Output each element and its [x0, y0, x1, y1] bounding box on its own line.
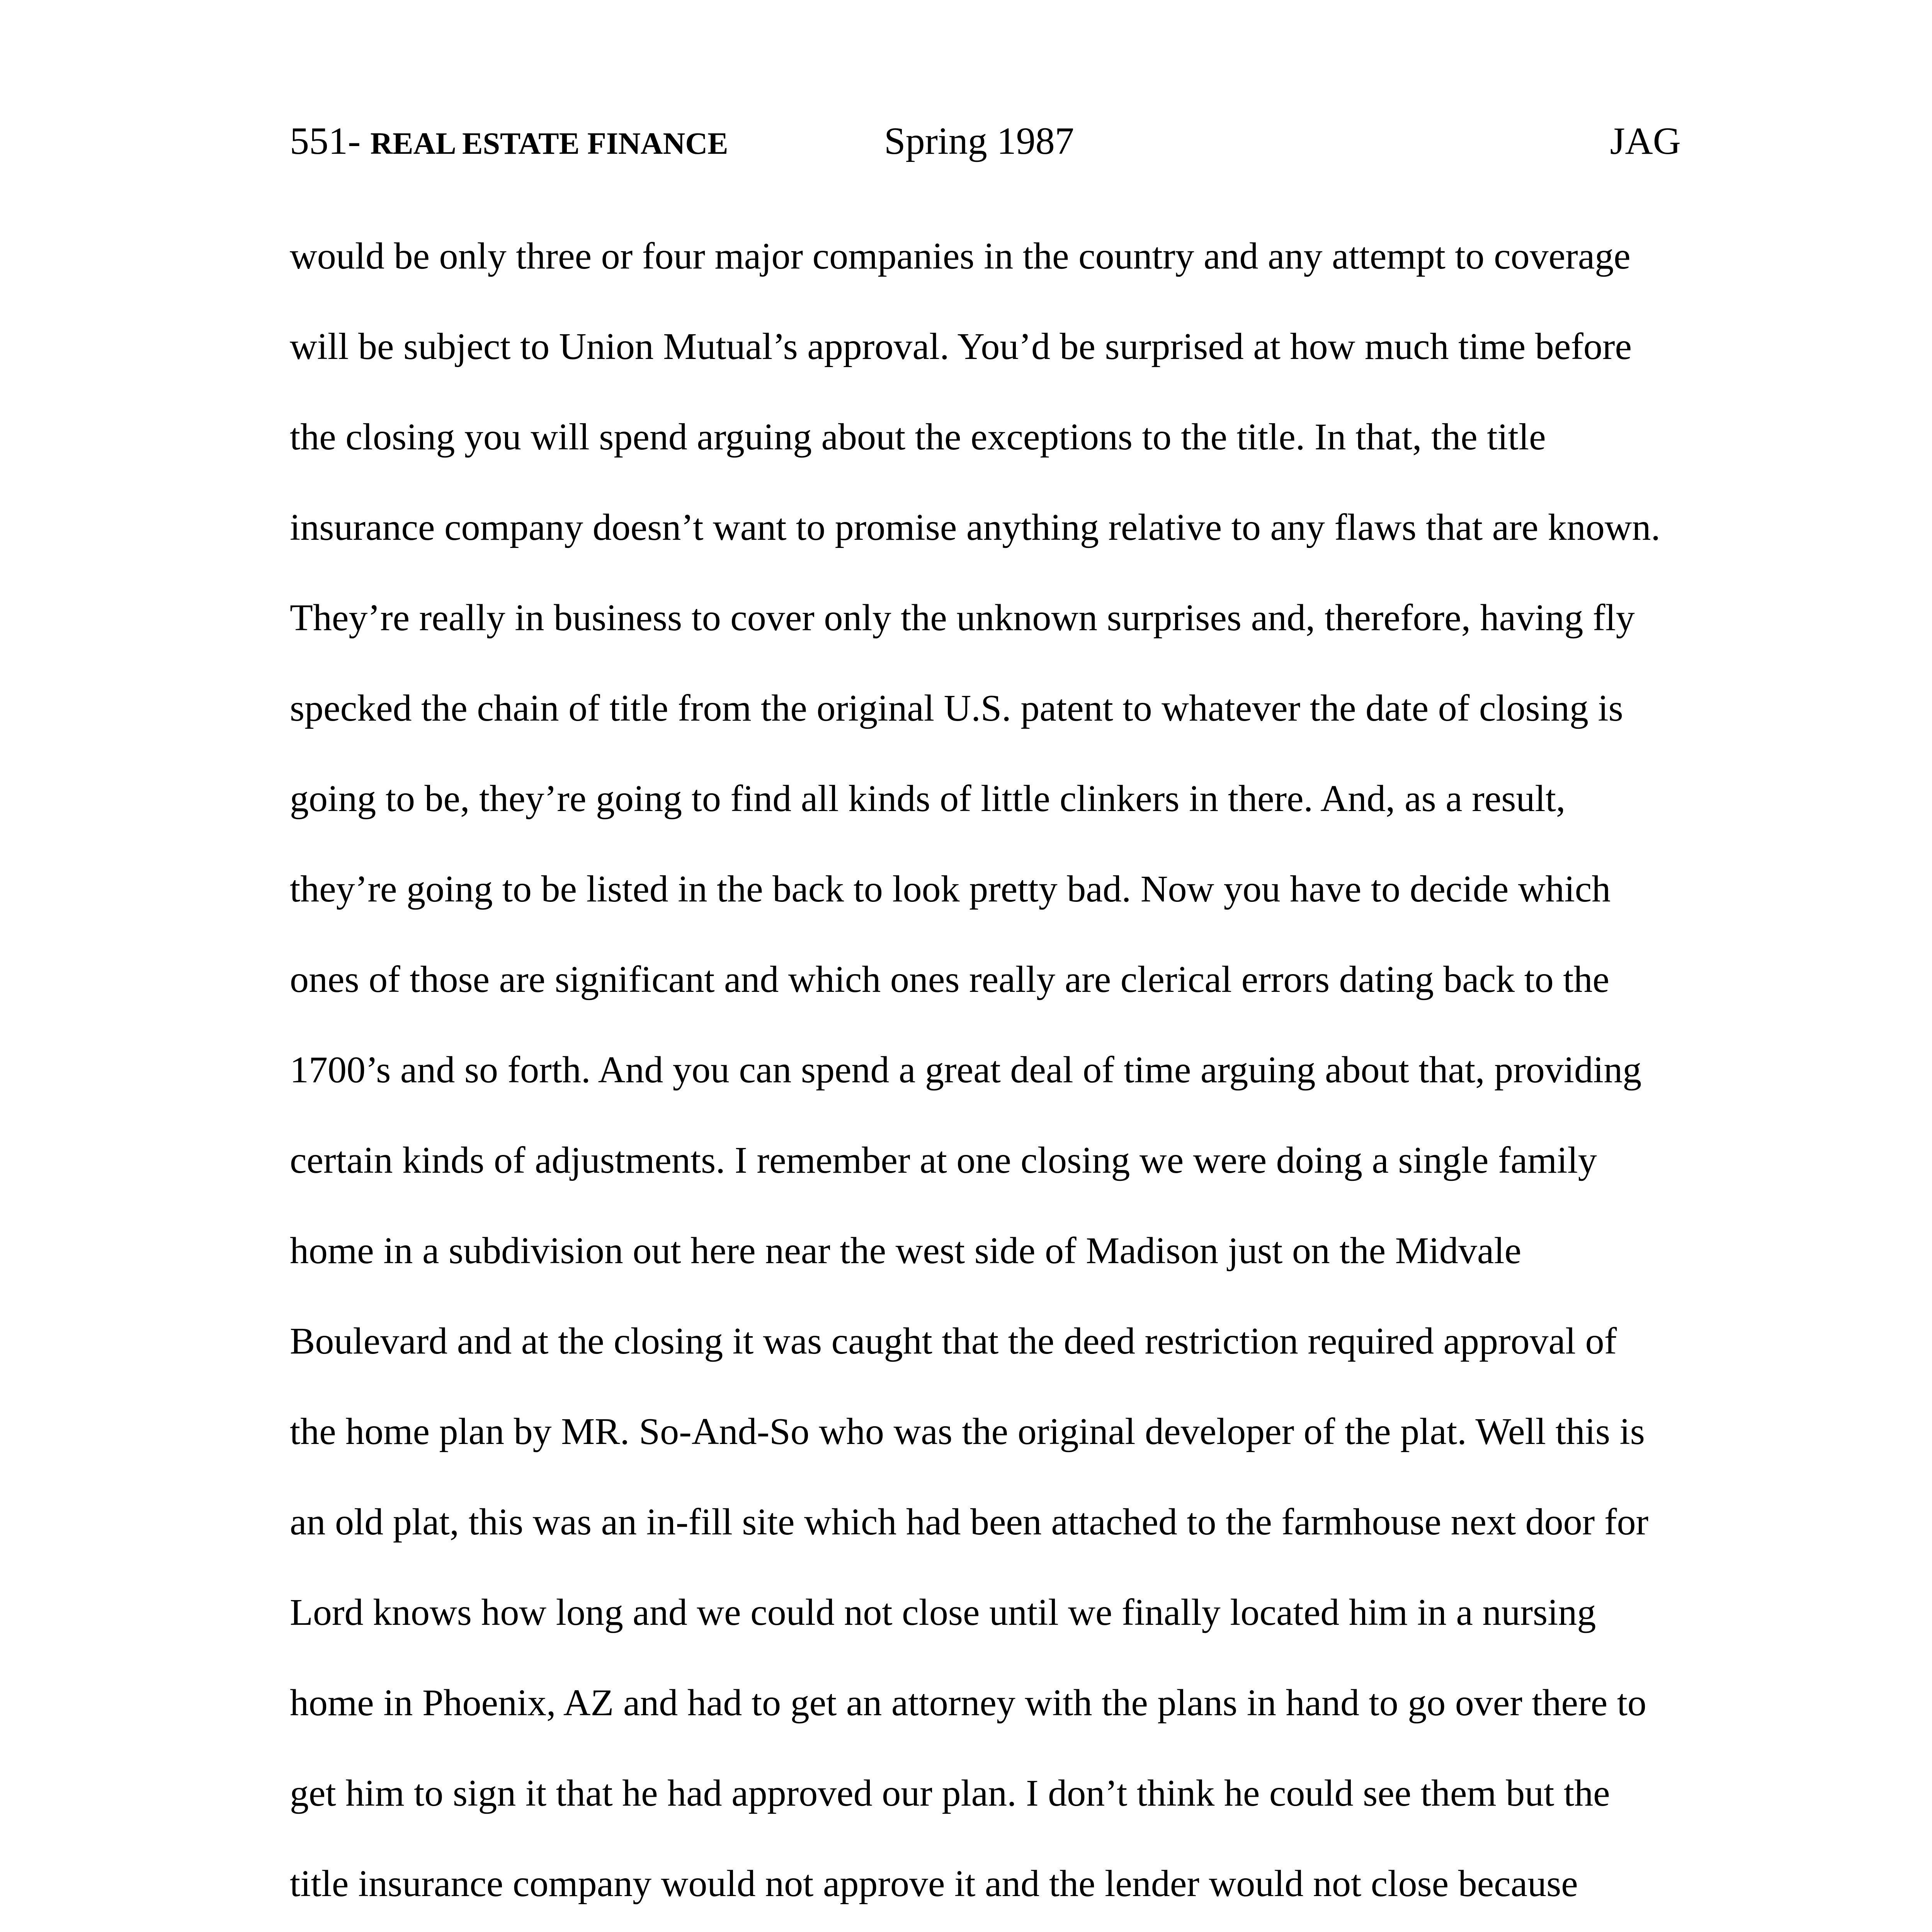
course-heading: [290, 116, 728, 169]
body-line: 1700’s and so forth. And you can spend a great deal of time arguing about that, providing: [290, 1049, 1642, 1091]
body-line: Lord knows how long and we could not close until we finally located him in a nursing: [290, 1592, 1596, 1633]
term-label: Spring 1987: [884, 119, 1074, 162]
body-line: will be subject to Union Mutual’s approval. You’d be surprised at how much time before: [290, 326, 1632, 367]
body-line: home in Phoenix, AZ and had to get an attorney with the plans in hand to go over there to: [290, 1682, 1646, 1724]
body-line: get him to sign it that he had approved our plan. I don’t think he could see them but the: [290, 1772, 1610, 1814]
body-line: they’re going to be listed in the back to look pretty bad. Now you have to decide which: [290, 868, 1611, 910]
body-line: the closing you will spend arguing about the exceptions to the title. In that, the title: [290, 416, 1546, 458]
author-initials: JAG: [1610, 119, 1681, 162]
transcript-body: [290, 231, 1681, 1932]
body-line: insurance company doesn’t want to promise anything relative to any flaws that are known.: [290, 507, 1660, 548]
body-line: certain kinds of adjustments. I remember at one closing we were doing a single family: [290, 1139, 1597, 1181]
body-line: home in a subdivision out here near the west side of Madison just on the Midvale: [290, 1230, 1522, 1272]
body-line: Boulevard and at the closing it was caught that the deed restriction required approval of: [290, 1320, 1617, 1362]
body-line: would be only three or four major companies in the country and any attempt to coverage: [290, 235, 1631, 277]
body-line: ones of those are significant and which ones really are clerical errors dating back to the: [290, 959, 1610, 1000]
course-code: 551-: [290, 119, 361, 162]
body-line: the home plan by MR. So-And-So who was the original developer of the plat. Well this is: [290, 1411, 1645, 1452]
course-title: REAL ESTATE FINANCE: [370, 127, 728, 161]
body-line: They’re really in business to cover only the unknown surprises and, therefore, having fly: [290, 597, 1635, 639]
body-line: title insurance company would not approve it and the lender would not close because: [290, 1863, 1578, 1905]
body-line: an old plat, this was an in-fill site which had been attached to the farmhouse next door for: [290, 1501, 1649, 1543]
body-line: going to be, they’re going to find all kinds of little clinkers in there. And, as a result,: [290, 778, 1566, 820]
body-line: specked the chain of title from the original U.S. patent to whatever the date of closing is: [290, 687, 1623, 729]
page-header: [290, 116, 1681, 166]
